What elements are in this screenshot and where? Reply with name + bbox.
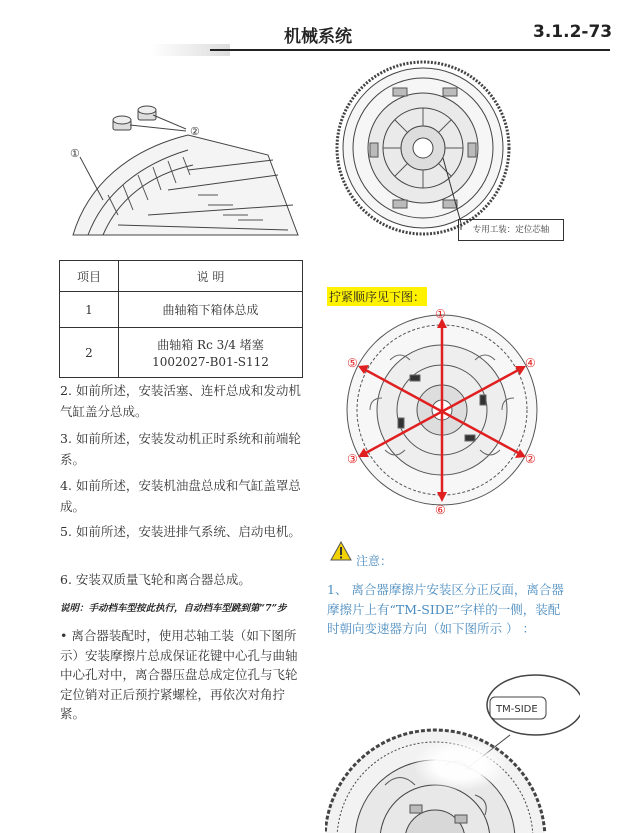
table-cell-item: 1 [60, 292, 119, 328]
table-cell-desc [119, 328, 303, 378]
table-row [60, 328, 303, 378]
sequence-number-4: ④ [525, 356, 536, 370]
header-rule [210, 49, 610, 51]
table-cell-desc: 曲轴箱下箱体总成 [119, 292, 303, 328]
page-title: 机械系统 [284, 27, 352, 47]
manual-note: 说明：手动档车型按此执行，自动档车型跳到第“7”步 [60, 603, 287, 614]
sequence-number-6: ⑥ [435, 503, 446, 517]
sequence-number-1: ① [435, 307, 446, 321]
warning-text: 1、 离合器摩擦片安装区分正反面，离合器摩擦片上有“TM-SIDE”字样的一侧，装配时朝向变速器方向（如下图所示 ） ： [327, 582, 564, 636]
page-number: 3.1.2-73 [533, 22, 613, 42]
desc-line: 曲轴箱 Rc 3/4 堵塞 [157, 338, 264, 352]
tm-side-label: TM-SIDE [496, 704, 538, 715]
table-row [60, 292, 303, 328]
tightening-sequence-figure [340, 300, 545, 520]
sequence-number-2: ② [525, 452, 536, 466]
table-header-item: 项目 [60, 261, 119, 292]
table-header-desc: 说 明 [119, 261, 303, 292]
watermark-overlay [415, 740, 505, 790]
desc-line: 1002027-B01-S112 [152, 355, 269, 369]
callout-2: ② [190, 125, 200, 138]
table-cell-item: 2 [60, 328, 119, 378]
tightening-sequence-label: 拧紧顺序见下图： [327, 287, 427, 306]
callout-1: ① [70, 147, 80, 160]
tool-label: 专用工装：定位芯轴 [458, 219, 564, 241]
parts-table [59, 260, 303, 378]
warning-label: 注意： [356, 554, 393, 568]
clutch-install-instruction: • 离合器装配时，使用芯轴工装（如下图所示）安装摩擦片总成保证花键中心孔与曲轴中心孔对中，离合器压盘总成定位孔与飞轮定位销对正后预拧紧螺栓，再依次对角拧紧。 [60, 628, 298, 721]
step-5: 5. 如前所述，安装进排气系统、启动电机。 [60, 524, 301, 539]
sequence-number-3: ③ [347, 452, 358, 466]
sequence-number-5: ⑤ [347, 356, 358, 370]
step-4: 4. 如前所述，安装机油盘总成和气缸盖罩总成。 [60, 478, 301, 514]
crankcase-figure [58, 95, 308, 240]
step-2: 2. 如前所述，安装活塞、连杆总成和发动机气缸盖分总成。 [60, 383, 301, 419]
step-6: 6. 安装双质量飞轮和离合器总成。 [60, 572, 251, 587]
step-3: 3. 如前所述，安装发动机正时系统和前端轮系。 [60, 431, 301, 467]
warning-icon [330, 541, 352, 561]
